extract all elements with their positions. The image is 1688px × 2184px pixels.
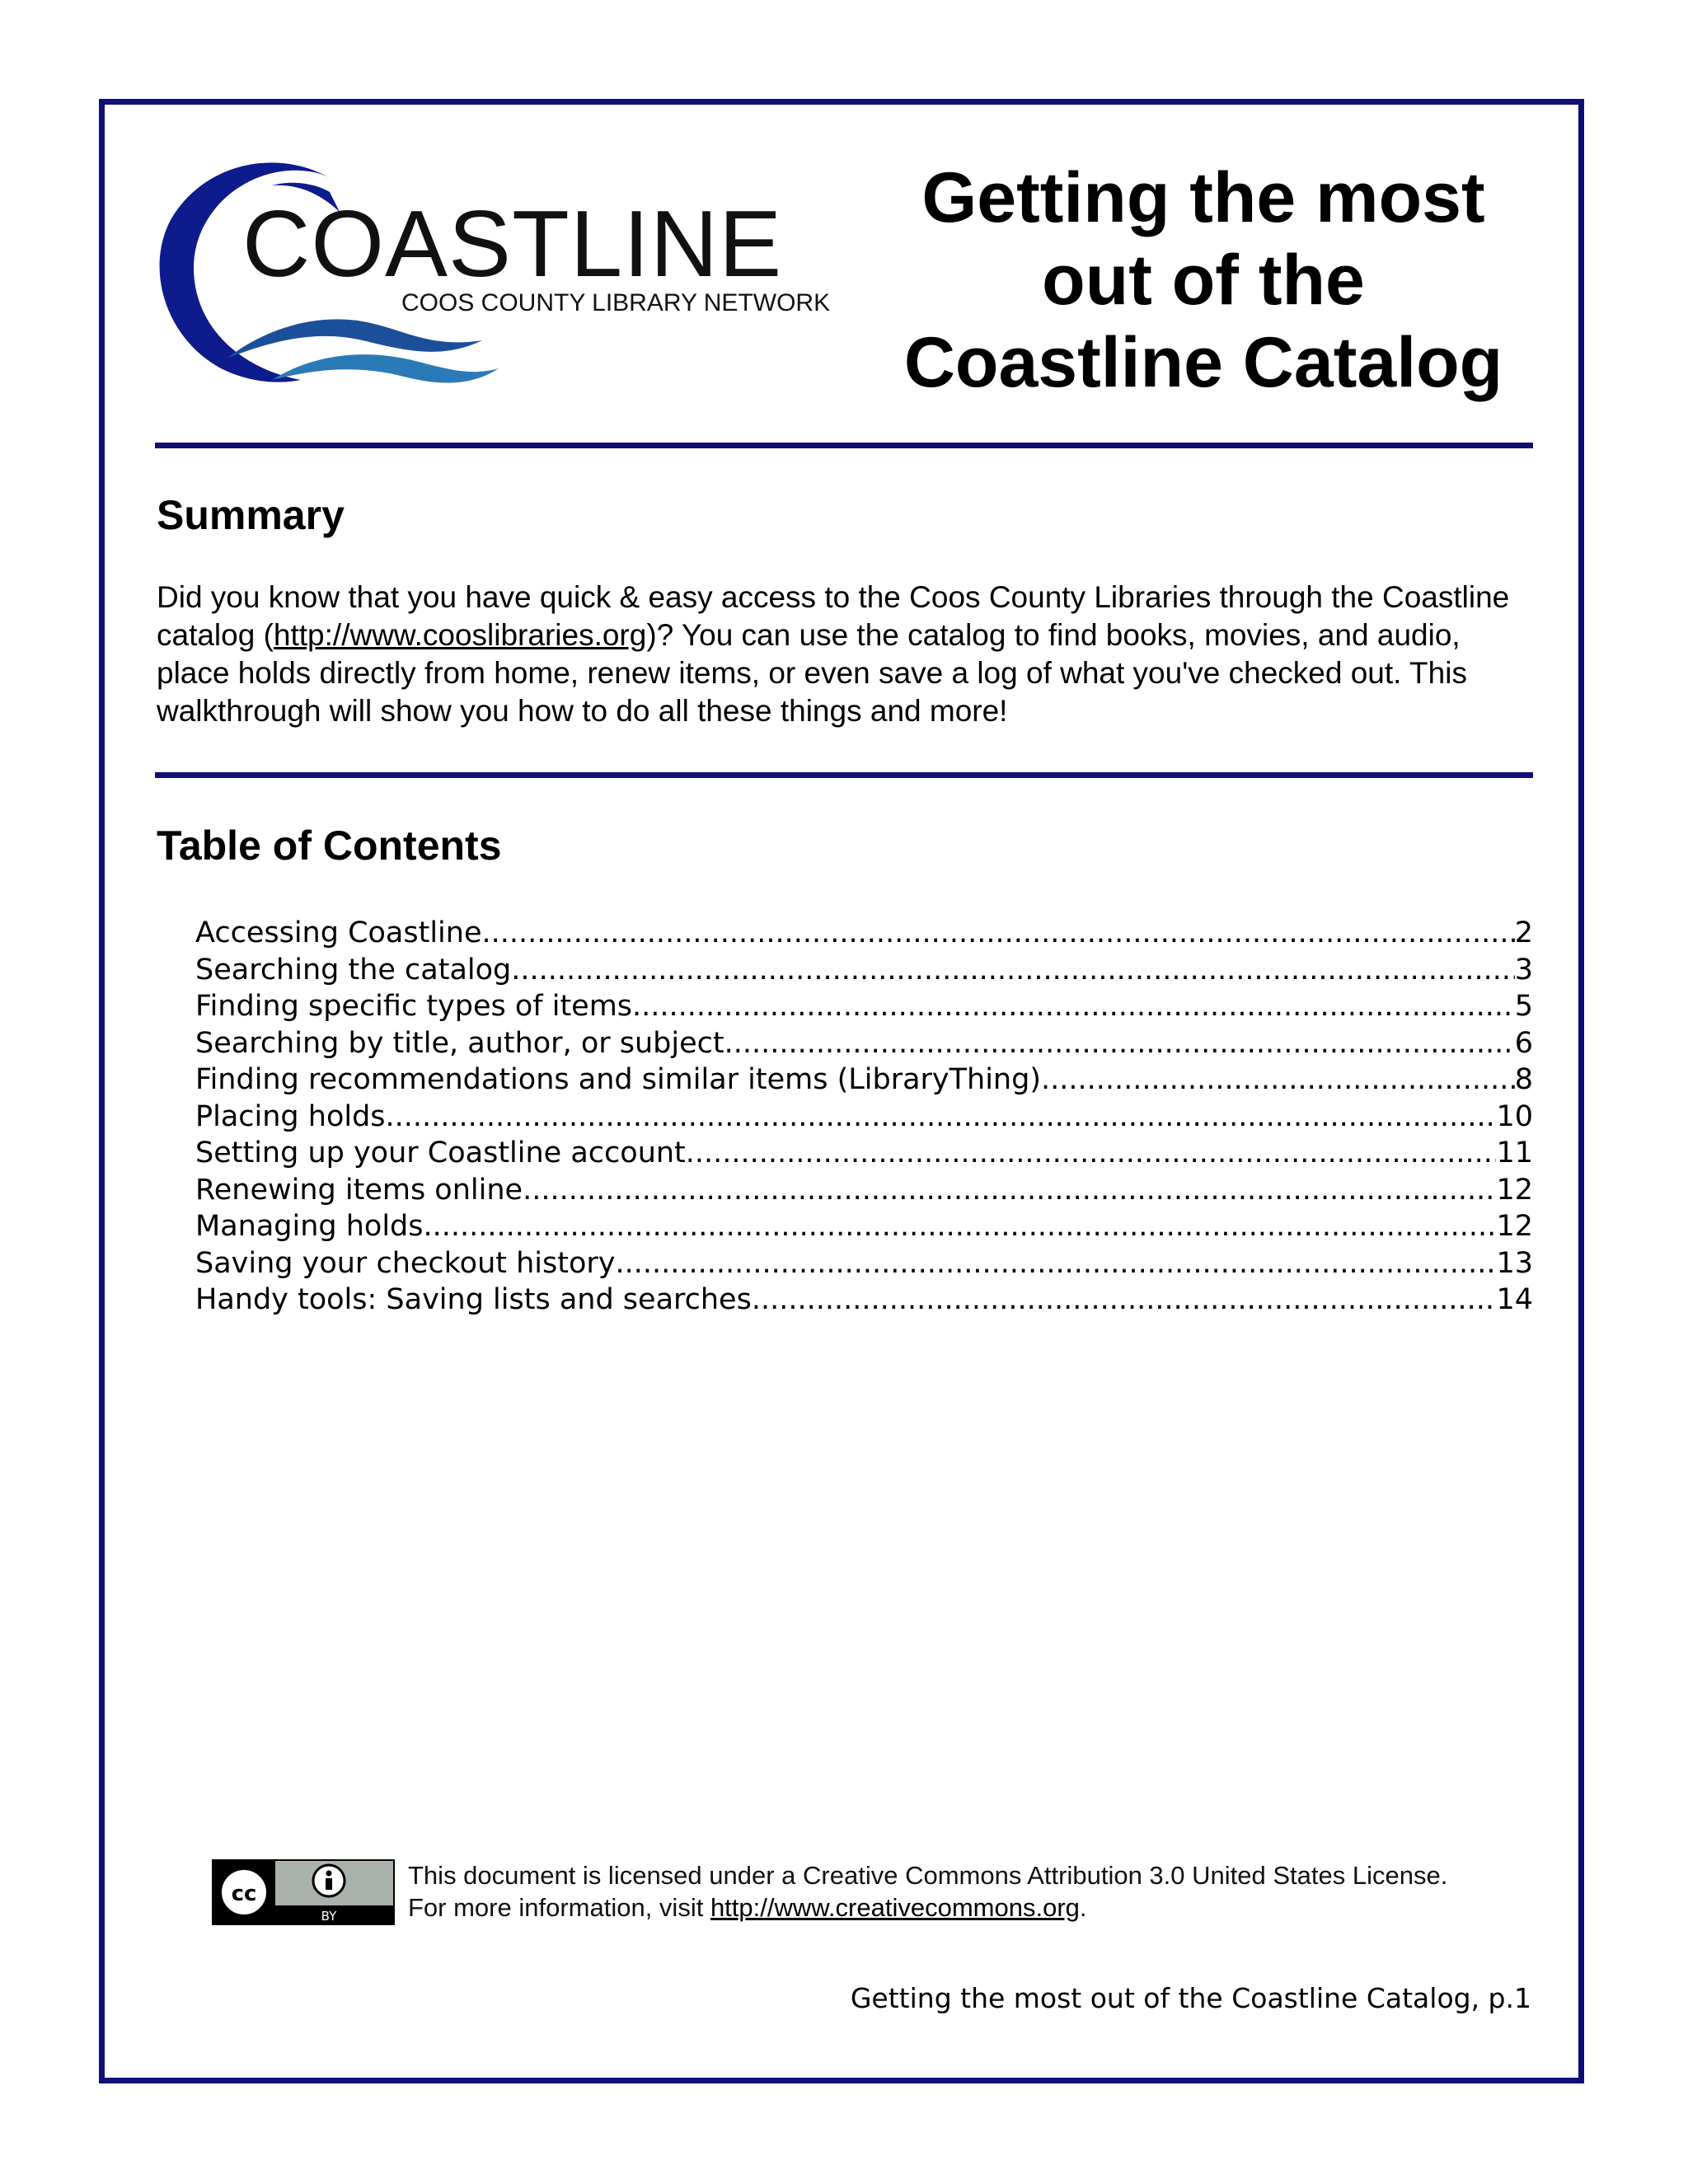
logo-tagline: COOS COUNTY LIBRARY NETWORK <box>401 289 831 316</box>
creative-commons-by-badge <box>212 1859 395 1925</box>
toc-entry[interactable] <box>195 1282 1533 1319</box>
toc-entry-page: 6 <box>1514 1026 1533 1060</box>
toc-entry[interactable] <box>195 1208 1533 1245</box>
toc-entry[interactable] <box>195 1062 1533 1099</box>
toc-entry[interactable] <box>195 1025 1533 1062</box>
toc-entry[interactable] <box>195 915 1533 952</box>
toc-entry-title: Setting up your Coastline account <box>195 1137 686 1169</box>
toc-entry-title: Finding specific types of items <box>195 990 633 1023</box>
toc-entry-title: Renewing items online <box>195 1173 523 1207</box>
logo-wordmark: COASTLINE <box>242 192 783 297</box>
cooslibraries-link[interactable]: http://www.cooslibraries.org <box>273 618 647 652</box>
license-text-2: . <box>1079 1893 1087 1922</box>
toc-leader-dots <box>386 1099 1497 1136</box>
toc-leader-dots <box>511 952 1514 989</box>
toc-heading: Table of Contents <box>157 823 502 869</box>
summary-heading: Summary <box>157 492 345 538</box>
title-line-2: out of the <box>1042 241 1365 320</box>
divider-middle <box>155 772 1533 778</box>
cc-badge-label: BY <box>321 1909 337 1924</box>
toc-leader-dots <box>1041 1062 1515 1099</box>
summary-text-2: )? You can use the catalog to find books, movies, and audio, place holds directly from home, renew items, or even save a log of what you've checked out. This walkthrough will show you how to do all these things and more! <box>157 618 1467 728</box>
toc-entry-page: 5 <box>1514 990 1533 1023</box>
title-line-3: Coastline Catalog <box>903 323 1503 402</box>
toc-entry-page: 2 <box>1514 916 1533 949</box>
toc-entry-title: Saving your checkout history <box>195 1246 616 1280</box>
toc-entry-page: 13 <box>1496 1246 1533 1280</box>
summary-paragraph <box>157 579 1533 730</box>
toc-leader-dots <box>523 1172 1496 1209</box>
toc-leader-dots <box>724 1025 1515 1062</box>
toc-entry-title: Searching by title, author, or subject <box>195 1026 724 1060</box>
toc-entry-page: 12 <box>1496 1173 1533 1207</box>
toc-entry-page: 10 <box>1496 1099 1533 1133</box>
title-line-1: Getting the most <box>921 158 1485 237</box>
toc-entry-page: 12 <box>1496 1210 1533 1243</box>
toc-entry-page: 14 <box>1496 1283 1533 1316</box>
toc-entry-title: Searching the catalog <box>195 953 512 987</box>
toc-entry-title: Finding recommendations and similar items (LibraryThing) <box>195 1063 1041 1096</box>
toc-entry[interactable] <box>195 1135 1533 1172</box>
toc-entry[interactable] <box>195 1172 1533 1209</box>
toc-entry-title: Placing holds <box>195 1099 386 1133</box>
toc-entry-title: Accessing Coastline <box>195 916 482 949</box>
table-of-contents <box>195 915 1533 1319</box>
toc-entry-title: Handy tools: Saving lists and searches <box>195 1283 752 1316</box>
toc-leader-dots <box>752 1282 1497 1319</box>
toc-entry-page: 11 <box>1496 1137 1533 1169</box>
toc-entry-page: 8 <box>1514 1063 1533 1096</box>
toc-entry[interactable] <box>195 952 1533 989</box>
toc-leader-dots <box>424 1208 1497 1245</box>
cc-icon: cc <box>231 1882 257 1906</box>
toc-entry-page: 3 <box>1514 953 1533 987</box>
toc-leader-dots <box>482 915 1515 952</box>
license-text-1: This document is licensed under a Creative Commons Attribution 3.0 United States License. For more information, visit <box>408 1861 1448 1922</box>
page-footer: Getting the most out of the Coastline Catalog, p.1 <box>850 1982 1531 2014</box>
toc-entry-title: Managing holds <box>195 1210 424 1243</box>
coastline-logo <box>157 152 849 391</box>
toc-entry[interactable] <box>195 1245 1533 1282</box>
toc-entry[interactable] <box>195 988 1533 1025</box>
toc-leader-dots <box>686 1135 1497 1172</box>
document-title <box>874 157 1533 404</box>
toc-entry[interactable] <box>195 1099 1533 1136</box>
summary-text-1: Did you know that you have quick & easy access to the Coos County Libraries through the Coastline catalog ( <box>157 580 1510 652</box>
toc-leader-dots <box>616 1245 1497 1282</box>
divider-top <box>155 443 1533 448</box>
toc-leader-dots <box>632 988 1515 1025</box>
license-notice <box>408 1859 1479 1924</box>
attribution-person-icon <box>326 1878 332 1890</box>
creativecommons-link[interactable]: http://www.creativecommons.org <box>710 1893 1080 1922</box>
